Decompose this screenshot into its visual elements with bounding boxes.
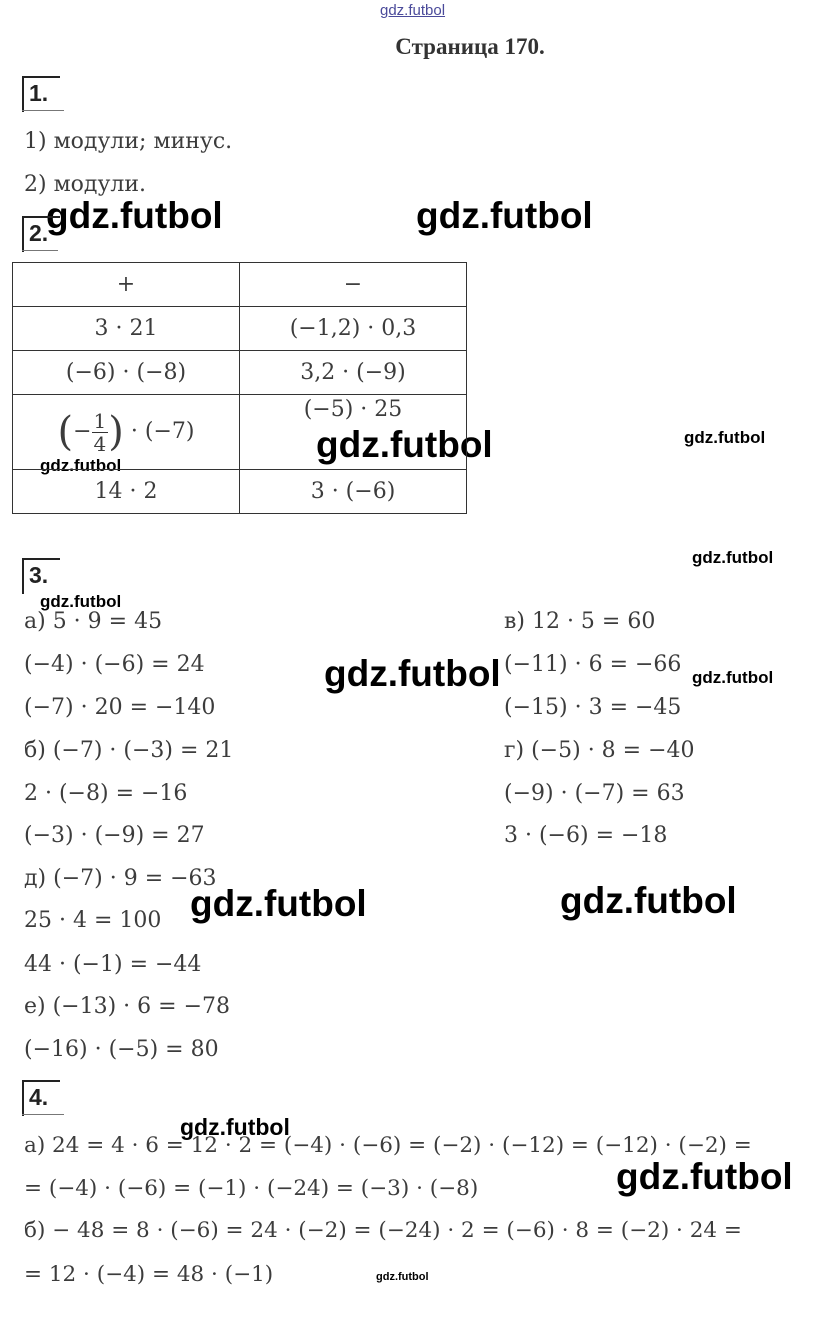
table-cell: 3 · 21 bbox=[13, 307, 240, 351]
table-row bbox=[13, 263, 467, 307]
watermark: gdz.futbol bbox=[190, 883, 367, 924]
watermark: gdz.futbol bbox=[692, 668, 774, 687]
task-4-line: б) − 48 = 8 · (−6) = 24 · (−2) = (−24) · 2 = (−6) · 8 = (−2) · 24 = bbox=[24, 1218, 742, 1243]
task-3-left-line: 44 · (−1) = −44 bbox=[24, 952, 202, 977]
sign-table bbox=[12, 262, 467, 514]
table-header-minus: − bbox=[240, 263, 467, 307]
task-3-left-line: (−4) · (−6) = 24 bbox=[24, 652, 205, 677]
task-3-left-line: 25 · 4 = 100 bbox=[24, 908, 162, 933]
table-cell: (−1,2) · 0,3 bbox=[240, 307, 467, 351]
task-4-line: = 12 · (−4) = 48 · (−1) bbox=[24, 1262, 274, 1287]
watermark: gdz.futbol bbox=[40, 456, 122, 475]
task-3-left-line: б) (−7) · (−3) = 21 bbox=[24, 738, 234, 763]
task-3-right-line: г) (−5) · 8 = −40 bbox=[504, 738, 695, 763]
task-2-number: 2. bbox=[29, 220, 49, 246]
table-row bbox=[13, 307, 467, 351]
watermark: gdz.futbol bbox=[692, 548, 774, 567]
table-cell: 3,2 · (−9) bbox=[240, 351, 467, 395]
table-row bbox=[13, 351, 467, 395]
watermark: gdz.futbol bbox=[40, 592, 122, 611]
watermark: gdz.futbol bbox=[684, 428, 766, 447]
task-underline bbox=[22, 1114, 64, 1115]
watermark-top[interactable]: gdz.futbol bbox=[380, 2, 446, 19]
task-1-line-2: 2) модули. bbox=[24, 172, 147, 197]
table-cell-fraction bbox=[13, 395, 240, 470]
task-3-right-line: (−15) · 3 = −45 bbox=[504, 695, 682, 720]
task-underline bbox=[22, 250, 58, 251]
task-4-number: 4. bbox=[29, 1084, 49, 1110]
task-4-line: а) 24 = 4 · 6 = 12 · 2 = (−4) · (−6) = (−2) · (−12) = (−12) · (−2) = bbox=[24, 1133, 752, 1158]
fraction-denominator: 4 bbox=[93, 431, 107, 456]
table-row bbox=[13, 395, 467, 470]
left-paren: ( bbox=[57, 409, 74, 455]
task-3-right-line: (−11) · 6 = −66 bbox=[504, 652, 682, 677]
table-header-plus: + bbox=[13, 263, 240, 307]
task-3-left-line: (−7) · 20 = −140 bbox=[24, 695, 216, 720]
fraction-suffix: · (−7) bbox=[130, 419, 195, 444]
fraction bbox=[92, 410, 109, 455]
page-title: Страница 170. bbox=[395, 34, 545, 59]
right-paren: ) bbox=[108, 409, 124, 455]
task-3-left-line: (−3) · (−9) = 27 bbox=[24, 823, 205, 848]
watermark: gdz.futbol bbox=[180, 1114, 290, 1140]
watermark: gdz.futbol bbox=[560, 880, 737, 921]
task-3-right-line: (−9) · (−7) = 63 bbox=[504, 781, 685, 806]
task-underline bbox=[22, 110, 64, 111]
task-4-line: = (−4) · (−6) = (−1) · (−24) = (−3) · (−8) bbox=[24, 1176, 479, 1201]
task-3-left-line: д) (−7) · 9 = −63 bbox=[24, 866, 217, 891]
task-3-right-line: 3 · (−6) = −18 bbox=[504, 823, 668, 848]
table-cell: 14 · 2 bbox=[13, 470, 240, 514]
task-3-left-line: (−16) · (−5) = 80 bbox=[24, 1037, 219, 1062]
fraction-numerator: 1 bbox=[93, 408, 107, 433]
watermark: gdz.futbol bbox=[316, 424, 493, 465]
task-1-number: 1. bbox=[29, 80, 49, 106]
table-cell: (−6) · (−8) bbox=[13, 351, 240, 395]
table-cell: 3 · (−6) bbox=[240, 470, 467, 514]
task-3-right-line: в) 12 · 5 = 60 bbox=[504, 609, 656, 634]
fraction-minus: − bbox=[73, 419, 92, 444]
task-3-left-line: 2 · (−8) = −16 bbox=[24, 781, 188, 806]
task-3-number: 3. bbox=[29, 562, 49, 588]
task-3-left-line: а) 5 · 9 = 45 bbox=[24, 609, 163, 634]
watermark: gdz.futbol bbox=[376, 1271, 429, 1283]
task-3-left-line: е) (−13) · 6 = −78 bbox=[24, 994, 231, 1019]
table-cell: (−5) · 25 bbox=[240, 395, 467, 470]
watermark: gdz.futbol bbox=[616, 1156, 793, 1197]
task-1-line-1: 1) модули; минус. bbox=[24, 129, 233, 154]
table-row bbox=[13, 470, 467, 514]
watermark: gdz.futbol bbox=[416, 195, 593, 236]
watermark: gdz.futbol bbox=[324, 653, 501, 694]
watermark: gdz.futbol bbox=[46, 195, 223, 236]
